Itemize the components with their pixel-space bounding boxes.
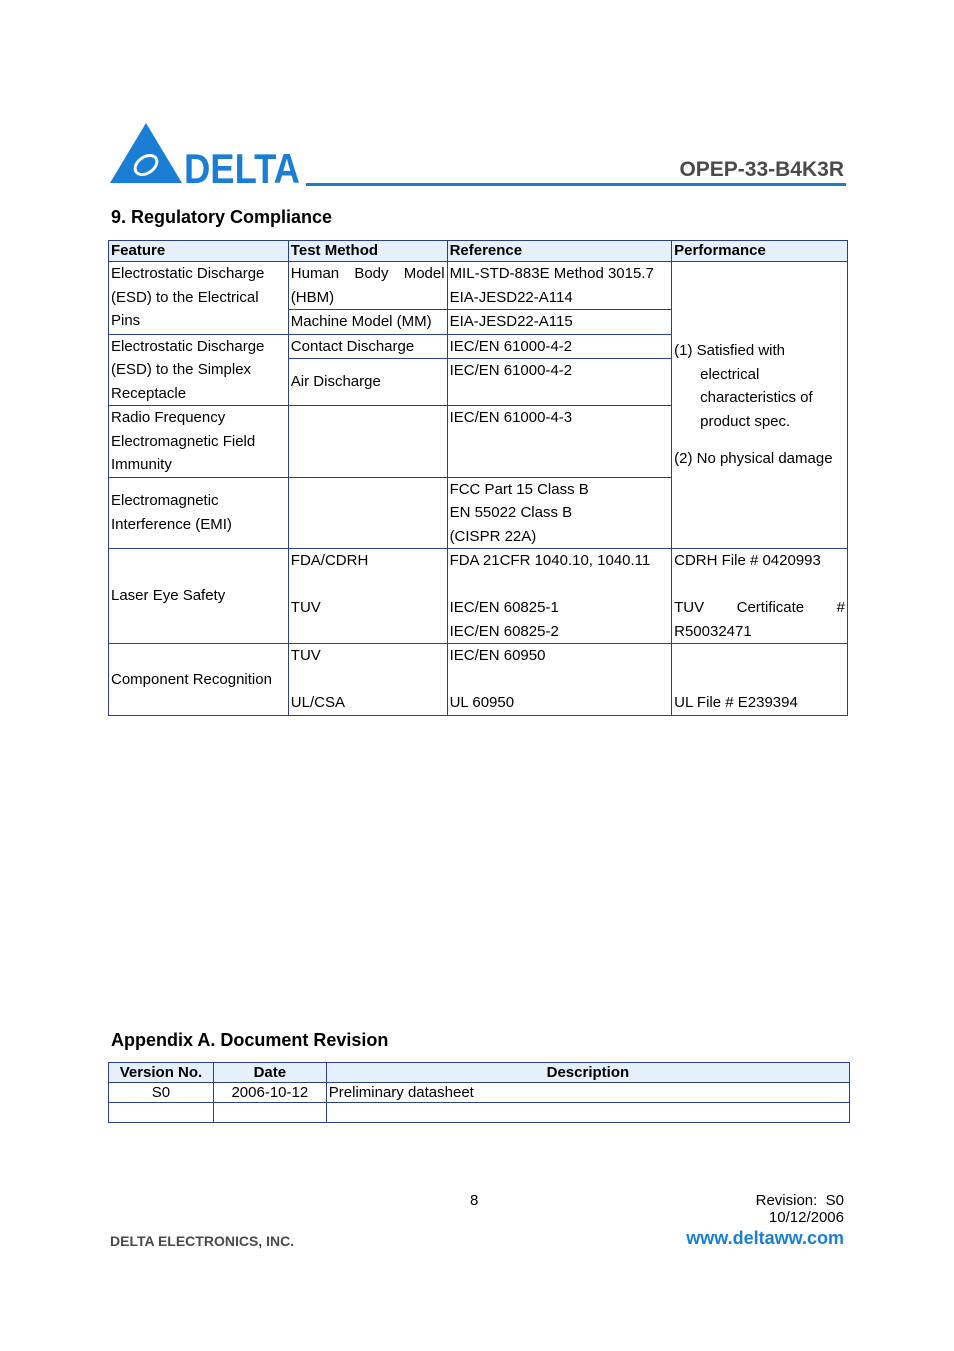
table-row [109, 262, 848, 310]
reference-cell [447, 549, 672, 644]
reference-text: IEC/EN 60825-2 [449, 622, 559, 640]
performance-word: TUV [674, 599, 705, 616]
page-number: 8 [470, 1192, 479, 1209]
performance-word: # [836, 599, 845, 616]
header-rule [306, 183, 846, 186]
column-header: Reference [447, 241, 672, 262]
method-text: UL/CSA [290, 694, 345, 711]
revision-table [108, 1062, 850, 1123]
performance-cell [672, 262, 848, 549]
reference-cell: IEC/EN 61000-4-3 [447, 406, 672, 478]
date-cell [213, 1103, 326, 1123]
performance-text: (2) No physical damage [674, 450, 833, 468]
version-cell: S0 [109, 1083, 214, 1103]
reference-cell: IEC/EN 61000-4-2 [447, 359, 672, 406]
document-id: OPEP-33-B4K3R [679, 158, 844, 181]
method-cell [288, 477, 447, 549]
reference-text: MIL-STD-883E Method 3015.7 [449, 265, 654, 282]
method-text: Human Body Model (HBM) [290, 265, 445, 306]
performance-text: R50032471 [674, 622, 752, 640]
reference-text: (CISPR 22A) [449, 527, 537, 545]
column-header: Date [213, 1063, 326, 1083]
performance-text: characteristics of [700, 389, 813, 407]
feature-cell: Electrostatic Discharge (ESD) to the Electrical Pins [109, 262, 289, 335]
method-cell [288, 644, 447, 716]
feature-cell: Component Recognition [109, 644, 289, 716]
table-row [109, 644, 848, 716]
performance-text: UL File # E239394 [674, 694, 798, 711]
revision-label: Revision: S0 [755, 1192, 844, 1209]
feature-cell: Radio Frequency Electromagnetic Field Immunity [109, 406, 289, 478]
method-text: TUV [290, 647, 321, 664]
performance-text: CDRH File # 0420993 [674, 552, 821, 569]
performance-text: (1) Satisfied with [674, 342, 785, 360]
table-header-row [109, 241, 848, 262]
column-header: Performance [672, 241, 848, 262]
feature-cell: Electrostatic Discharge (ESD) to the Simplex Receptacle [109, 334, 289, 406]
reference-text: FDA 21CFR 1040.10, 1040.11 [449, 552, 651, 569]
description-cell: Preliminary datasheet [326, 1083, 849, 1103]
performance-word: Certificate [736, 599, 805, 616]
method-cell: Machine Model (MM) [288, 310, 447, 335]
svg-text:DELTA: DELTA [184, 145, 300, 192]
website-link[interactable]: www.deltaww.com [686, 1228, 844, 1248]
method-text: TUV [290, 599, 321, 616]
table-row [109, 549, 848, 644]
description-cell [326, 1103, 849, 1123]
reference-cell: IEC/EN 61000-4-2 [447, 334, 672, 359]
reference-text: EN 55022 Class B [449, 504, 573, 521]
reference-text: IEC/EN 60950 [449, 647, 546, 664]
column-header: Description [326, 1063, 849, 1083]
table-row [109, 1083, 850, 1103]
regulatory-table [108, 240, 848, 716]
performance-cell [672, 549, 848, 644]
delta-logo [110, 123, 302, 192]
reference-cell [447, 477, 672, 549]
column-header: Test Method [288, 241, 447, 262]
reference-text: IEC/EN 60825-1 [449, 599, 559, 616]
performance-cell [672, 644, 848, 716]
reference-text: UL 60950 [449, 694, 515, 711]
date-cell: 2006-10-12 [213, 1083, 326, 1103]
version-cell [109, 1103, 214, 1123]
method-cell [288, 262, 447, 310]
feature-cell: Electromagnetic Interference (EMI) [109, 477, 289, 549]
method-cell: Air Discharge [288, 359, 447, 406]
column-header: Feature [109, 241, 289, 262]
method-cell [288, 549, 447, 644]
performance-text: product spec. [700, 412, 791, 430]
section-title-regulatory: 9. Regulatory Compliance [111, 207, 333, 227]
column-header: Version No. [109, 1063, 214, 1083]
revision-info [756, 1192, 844, 1226]
reference-cell [447, 644, 672, 716]
reference-cell: EIA-JESD22-A115 [447, 310, 672, 335]
reference-text: EIA-JESD22-A114 [449, 288, 573, 306]
method-cell: Contact Discharge [288, 334, 447, 359]
section-title-appendix: Appendix A. Document Revision [111, 1030, 389, 1050]
performance-text: electrical [700, 365, 760, 383]
method-text: FDA/CDRH [290, 552, 369, 569]
table-header-row [109, 1063, 850, 1083]
performance-text [674, 596, 845, 620]
company-name: DELTA ELECTRONICS, INC. [110, 1233, 295, 1249]
revision-date: 10/12/2006 [768, 1209, 844, 1226]
reference-text: FCC Part 15 Class B [449, 480, 589, 498]
table-row [109, 1103, 850, 1123]
method-cell [288, 406, 447, 478]
feature-cell: Laser Eye Safety [109, 549, 289, 644]
reference-cell [447, 262, 672, 310]
